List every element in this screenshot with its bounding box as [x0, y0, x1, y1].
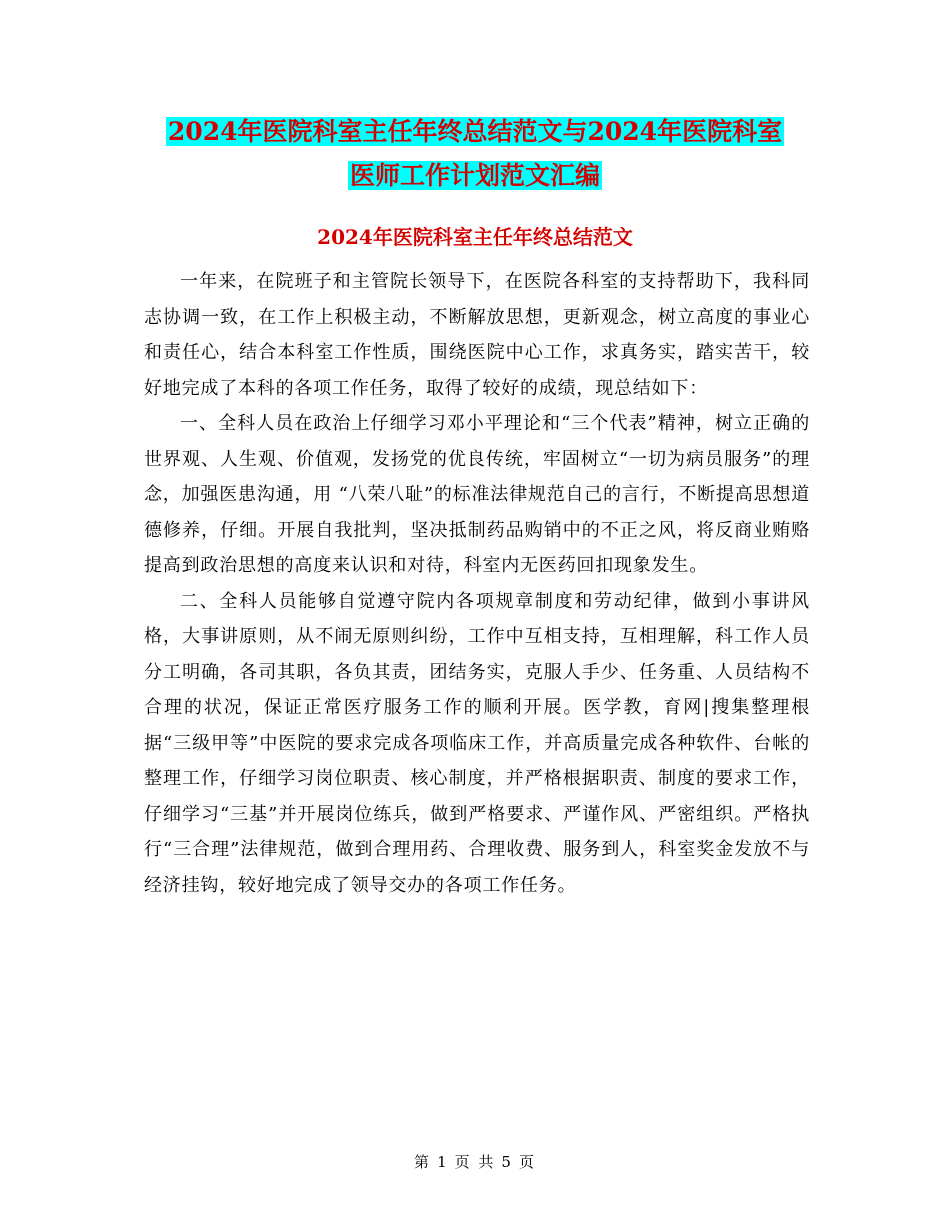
document-title: [0, 110, 950, 198]
paragraph-intro: 一年来，在院班子和主管院长领导下，在医院各科室的支持帮助下，我科同志协调一致，在工作上积极主动，不断解放思想，更新观念，树立高度的事业心和责任心，结合本科室工作性质，围绕医院中心工作，求真务实，踏实苦干，较好地完成了本科的各项工作任务，取得了较好的成绩，现总结如下：: [144, 271, 810, 399]
paragraph-point-2: 二、全科人员能够自觉遵守院内各项规章制度和劳动纪律，做到小事讲风格，大事讲原则，从不闹无原则纠纷，工作中互相支持，互相理解，科工作人员分工明确，各司其职，各负其责，团结务实，克服人手少、任务重、人员结构不合理的状况，保证正常医疗服务工作的顺利开展。医学教，育网|搜集整理根据“三级甲等”中医院的要求完成各项临床工作，并高质量完成各种软件、台帐的整理工作，仔细学习岗位职责、核心制度，并严格根据职责、制度的要求工作，仔细学习“三基”并开展岗位练兵，做到严格要求、严谨作风、严密组织。严格执行“三合理”法律规范，做到合理用药、合理收费、服务到人，科室奖金发放不与经济挂钩，较好地完成了领导交办的各项工作任务。: [144, 590, 810, 896]
document-body: [144, 264, 810, 903]
footer-page-number: 1: [437, 1153, 449, 1171]
page-footer: [0, 1152, 950, 1172]
document-title-line-1: 2024年医院科室主任年终总结范文与2024年医院科室: [167, 117, 783, 146]
paragraph-point-1: 一、全科人员在政治上仔细学习邓小平理论和“三个代表”精神，树立正确的世界观、人生观、价值观，发扬党的优良传统，牢固树立“一切为病员服务”的理念，加强医患沟通，用 “八荣八耻”的标准法律规范自己的言行，不断提高思想道德修养，仔细。开展自我批判，坚决抵制药品购销中的不正之风，将反商业贿赂提高到政治思想的高度来认识和对待，科室内无医药回扣现象发生。: [144, 413, 810, 576]
footer-mid: 页 共: [454, 1153, 496, 1171]
footer-prefix: 第: [414, 1153, 432, 1171]
section-title: 2024年医院科室主任年终总结范文: [317, 225, 633, 249]
footer-total-pages: 5: [501, 1153, 513, 1171]
document-title-line-2: 医师工作计划范文汇编: [349, 161, 600, 190]
footer-suffix: 页: [518, 1153, 536, 1171]
